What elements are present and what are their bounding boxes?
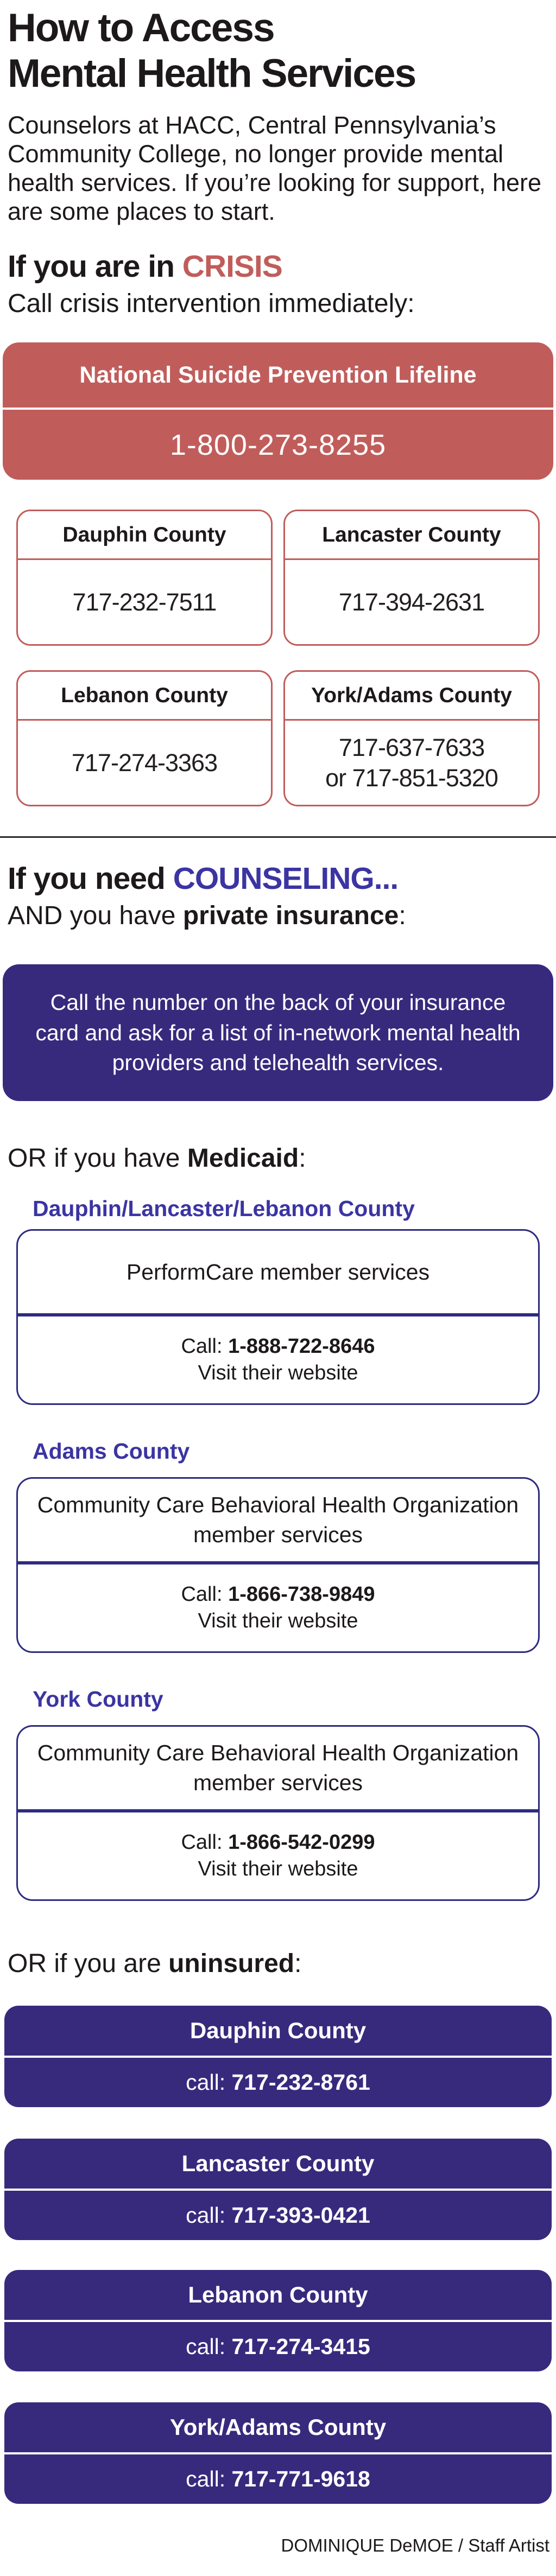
provider-call-line: [181, 1581, 375, 1608]
lifeline-phone: 1-800-273-8255: [169, 428, 387, 461]
visit-website-link[interactable]: Visit their website: [198, 1610, 358, 1633]
medicaid-suffix: :: [299, 1144, 306, 1173]
crisis-heading-highlight: CRISIS: [182, 249, 282, 284]
medicaid-line: [8, 1143, 548, 1173]
provider-org: Community Care Behavioral Health Organization member services: [37, 1740, 519, 1796]
uninsured-call-label: call:: [186, 2070, 232, 2095]
region-heading-york: York County: [33, 1687, 163, 1712]
uninsured-phone: 717-771-9618: [231, 2466, 370, 2492]
lifeline-name: National Suicide Prevention Lifeline: [79, 361, 477, 388]
uninsured-banner-lebanon: [4, 2270, 552, 2371]
provider-phone: 1-866-738-9849: [228, 1582, 375, 1606]
lifeline-card: [3, 342, 553, 480]
infographic: [0, 5, 556, 2556]
region-heading-dauphin-lancaster-lebanon: Dauphin/Lancaster/Lebanon County: [33, 1196, 415, 1222]
section-divider: [0, 836, 556, 838]
provider-call-line: [181, 1829, 375, 1856]
page-title-line1: How to Access: [8, 6, 274, 50]
artist-credit: DOMINIQUE DeMOE / Staff Artist: [281, 2535, 549, 2556]
provider-call-label: Call:: [181, 1334, 229, 1358]
insurance-note-card: [3, 964, 553, 1101]
uninsured-suffix: :: [294, 1949, 302, 1979]
county-card-phone: 717-232-7511: [72, 588, 217, 616]
insurance-note-text: Call the number on the back of your insurance card and ask for a list of in-network mental health providers and telehealth services.: [35, 990, 521, 1075]
crisis-heading: [8, 249, 548, 284]
uninsured-banner-lancaster: [4, 2139, 552, 2240]
uninsured-phone: 717-393-0421: [231, 2203, 370, 2228]
counseling-heading-highlight: COUNSELING...: [173, 861, 399, 896]
uninsured-banner-call-line: [4, 2322, 552, 2371]
uninsured-banner-title: Lebanon County: [188, 2282, 368, 2308]
crisis-heading-text: If you are in: [8, 249, 182, 284]
provider-card-ccbho-adams: [16, 1477, 540, 1653]
county-card-title: York/Adams County: [311, 683, 512, 707]
provider-org: PerformCare member services: [126, 1259, 430, 1284]
crisis-subheading: Call crisis intervention immediately:: [8, 289, 415, 319]
provider-phone: 1-888-722-8646: [228, 1334, 375, 1358]
page-title: [8, 5, 551, 97]
counseling-heading-text: If you need: [8, 861, 173, 896]
uninsured-bold: uninsured: [168, 1949, 295, 1979]
county-card-title: Dauphin County: [62, 523, 226, 546]
medicaid-prefix: OR if you have: [8, 1144, 187, 1173]
provider-call-label: Call:: [181, 1830, 229, 1854]
uninsured-banner-title: Dauphin County: [189, 2018, 367, 2044]
county-card-phone: 717-637-7633: [338, 733, 485, 761]
county-card-phone: 717-274-3363: [71, 748, 218, 777]
uninsured-prefix: OR if you are: [8, 1949, 169, 1979]
region-heading-adams: Adams County: [33, 1439, 190, 1464]
uninsured-line: [8, 1949, 548, 1979]
visit-website-link[interactable]: Visit their website: [198, 1858, 358, 1881]
provider-card-performcare: [16, 1229, 540, 1405]
county-card-dauphin: [16, 510, 273, 646]
visit-website-link[interactable]: Visit their website: [198, 1362, 358, 1385]
county-card-phone: 717-394-2631: [338, 588, 485, 616]
county-card-title: Lebanon County: [61, 683, 228, 707]
uninsured-phone: 717-274-3415: [231, 2334, 370, 2359]
county-card-lancaster: [283, 510, 540, 646]
uninsured-banner-title: York/Adams County: [169, 2414, 387, 2440]
page-title-line2: Mental Health Services: [8, 51, 416, 96]
crisis-county-grid: [16, 510, 540, 806]
uninsured-banner-title: Lancaster County: [181, 2151, 375, 2177]
county-card-lebanon: [16, 670, 273, 806]
counseling-heading: [8, 861, 548, 896]
uninsured-call-label: call:: [186, 2203, 232, 2228]
county-card-phone-alt: or 717-851-5320: [325, 764, 498, 792]
uninsured-call-label: call:: [186, 2466, 232, 2492]
uninsured-phone: 717-232-8761: [231, 2070, 370, 2095]
uninsured-call-label: call:: [186, 2334, 232, 2359]
private-insurance-suffix: :: [399, 901, 406, 931]
medicaid-bold: Medicaid: [187, 1144, 299, 1173]
provider-call-label: Call:: [181, 1582, 229, 1606]
private-insurance-line: [8, 901, 548, 931]
county-card-york-adams: [283, 670, 540, 806]
provider-card-ccbho-york: [16, 1725, 540, 1901]
provider-call-line: [181, 1333, 375, 1360]
provider-phone: 1-866-542-0299: [228, 1830, 375, 1854]
county-card-title: Lancaster County: [322, 523, 501, 546]
uninsured-banner-call-line: [4, 2191, 552, 2240]
uninsured-banner-call-line: [4, 2454, 552, 2504]
uninsured-banner-york-adams: [4, 2402, 552, 2504]
private-insurance-prefix: AND you have: [8, 901, 183, 931]
uninsured-banner-call-line: [4, 2058, 552, 2107]
private-insurance-bold: private insurance: [182, 901, 399, 931]
uninsured-banner-dauphin: [4, 2006, 552, 2107]
intro-paragraph: Counselors at HACC, Central Pennsylvania’s Community College, no longer provide mental health services. If you’re looking for support, here are some places to start.: [8, 111, 542, 226]
provider-org: Community Care Behavioral Health Organization member services: [37, 1492, 519, 1548]
